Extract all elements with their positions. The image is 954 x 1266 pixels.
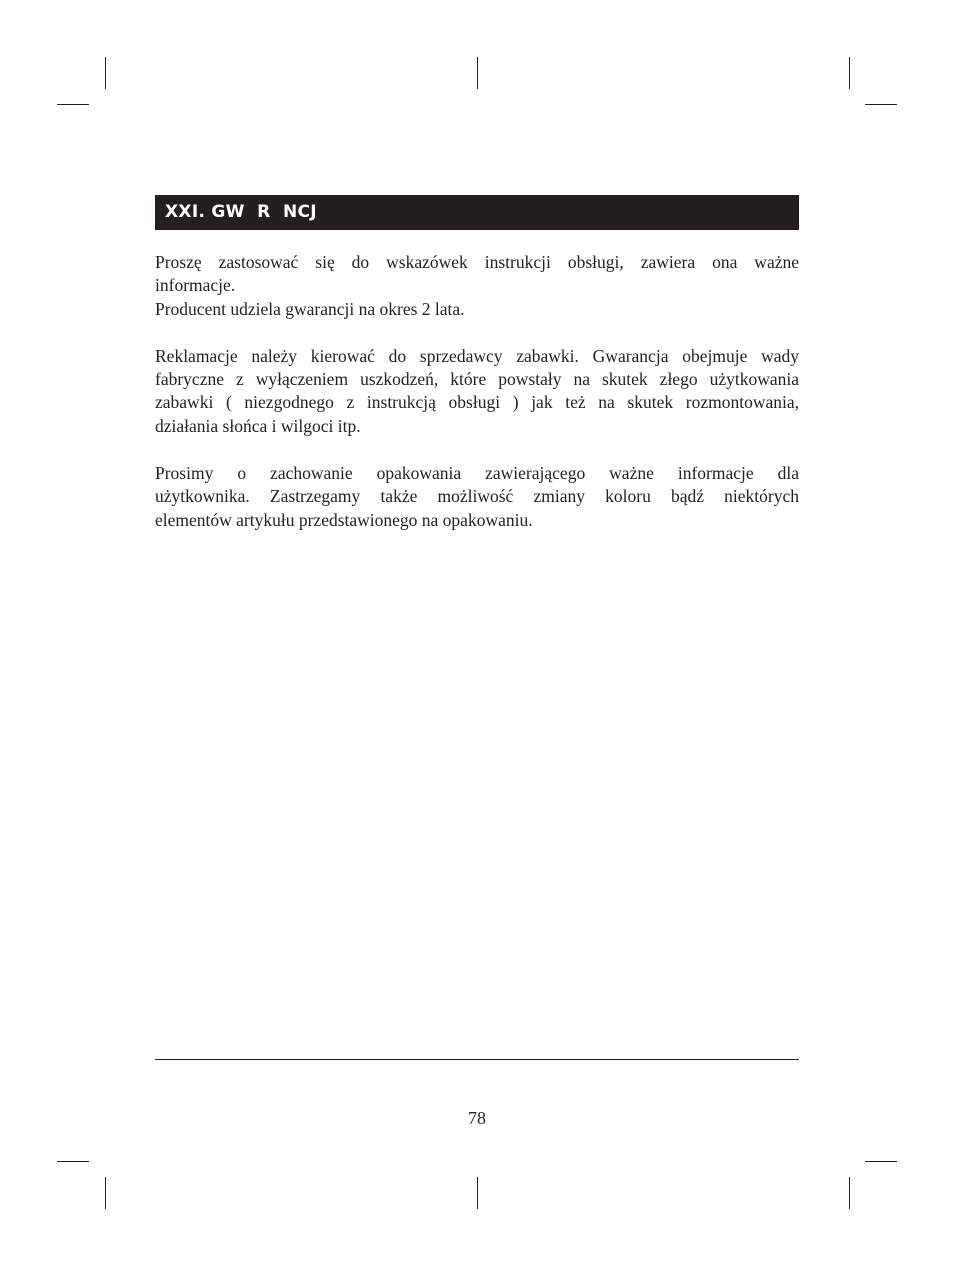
crop-mark-bottom-right-horizontal [865,1161,897,1162]
text-line: użytkownika. Zastrzegamy także możliwość zmiany koloru bądź niektórych [155,486,799,507]
paragraph-complaints [155,345,799,438]
paragraph-packaging [155,462,799,532]
crop-mark-top-left-vertical [105,57,106,89]
text-line: Prosimy o zachowanie opakowania zawierającego ważne informacje dla [155,463,799,484]
text-line: Producent udziela gwarancji na okres 2 lata. [155,298,465,319]
section-title: XXI. GW R NCJ [165,202,317,222]
crop-mark-top-right-horizontal [865,104,897,105]
text-line: Proszę zastosować się do wskazówek instrukcji obsługi, zawiera ona ważne [155,252,799,272]
page-number: 78 [468,1108,486,1128]
crop-mark-top-right-vertical [849,57,850,89]
crop-mark-bottom-left-horizontal [57,1161,89,1162]
crop-mark-bottom-left-vertical [105,1177,106,1209]
text-line: fabryczne z wyłączeniem uszkodzeń, które powstały na skutek złego użytkowania [155,369,799,390]
footer-divider [155,1059,799,1060]
text-line: elementów artykułu przedstawionego na opakowaniu. [155,509,533,530]
text-line: działania słońca i wilgoci itp. [155,415,361,436]
text-line: informacje. [155,275,236,296]
paragraph-instructions [155,251,799,321]
document-body [155,251,799,556]
section-header-bar [155,195,799,230]
crop-mark-top-center-vertical [477,57,478,89]
text-line: Reklamacje należy kierować do sprzedawcy zabawki. Gwarancja obejmuje wady [155,345,799,366]
crop-mark-bottom-right-vertical [849,1177,850,1209]
text-line: zabawki ( niezgodnego z instrukcją obsługi ) jak też na skutek rozmontowania, [155,392,799,413]
crop-mark-top-left-horizontal [57,104,89,105]
crop-mark-bottom-center-vertical [477,1177,478,1209]
